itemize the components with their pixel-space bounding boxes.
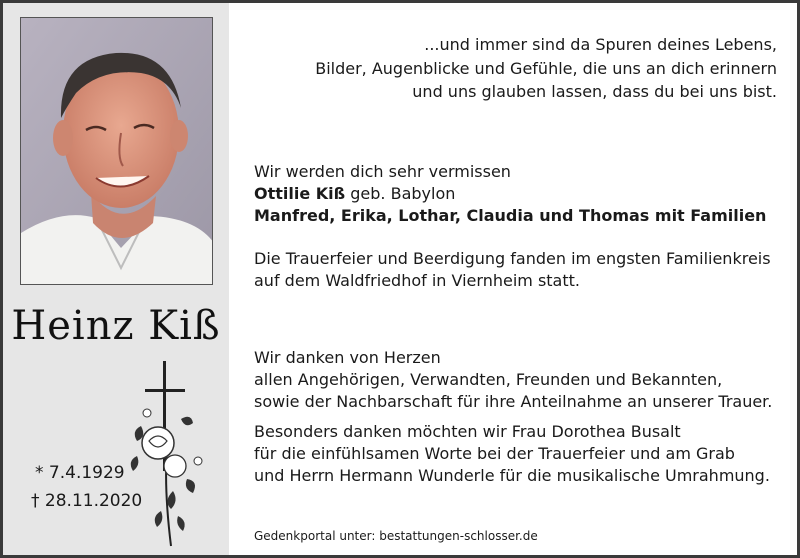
thanks-line: Wir danken von Herzen (254, 348, 441, 367)
death-date: † 28.11.2020 (31, 491, 143, 511)
thanks-line: für die einfühlsamen Worte bei der Trauerfeier und am Grab (254, 444, 735, 463)
memorial-poem (315, 33, 777, 104)
left-panel (3, 3, 229, 555)
cross-rose-illustration (123, 361, 223, 551)
memorial-portal-link[interactable]: Gedenkportal unter: bestattungen-schlosser.de (254, 529, 538, 543)
funeral-notice (254, 248, 771, 292)
thanks-line: sowie der Nachbarschaft für ihre Anteilnahme an unserer Trauer. (254, 392, 773, 411)
spouse-name: Ottilie Kiß (254, 184, 346, 203)
birth-date: * 7.4.1929 (35, 463, 125, 483)
poem-line: Bilder, Augenblicke und Gefühle, die uns an dich erinnern (315, 58, 777, 78)
spouse-line (254, 183, 766, 205)
poem-line: und uns glauben lassen, dass du bei uns bist. (412, 82, 777, 101)
thanks-line: Besonders danken möchten wir Frau Dorothea Busalt (254, 422, 681, 441)
deceased-name: Heinz Kiß (11, 303, 221, 349)
thanks-line: und Herrn Hermann Wunderle für die musikalische Umrahmung. (254, 466, 770, 485)
spouse-maiden-name: geb. Babylon (345, 184, 456, 203)
thanks-general (254, 347, 772, 413)
family-names: Manfred, Erika, Lothar, Claudia und Thomas mit Familien (254, 206, 767, 225)
funeral-line: auf dem Waldfriedhof in Viernheim statt. (254, 271, 580, 290)
right-panel (229, 3, 797, 555)
life-dates (31, 459, 142, 515)
mourners-intro: Wir werden dich sehr vermissen (254, 162, 511, 181)
thanks-line: allen Angehörigen, Verwandten, Freunden und Bekannten, (254, 370, 723, 389)
portrait-photo (20, 17, 213, 285)
thanks-special (254, 421, 770, 487)
funeral-line: Die Trauerfeier und Beerdigung fanden im engsten Familienkreis (254, 249, 771, 268)
poem-line: ...und immer sind da Spuren deines Lebens, (424, 35, 777, 54)
mourners-block (254, 161, 766, 227)
